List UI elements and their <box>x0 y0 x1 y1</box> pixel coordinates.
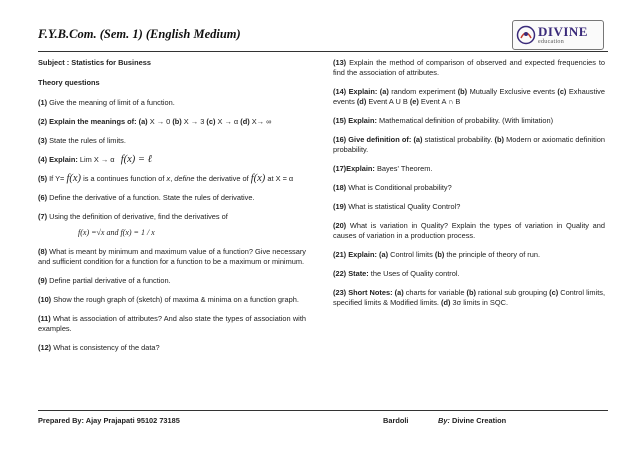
question-23: (23) Short Notes: (a) charts for variable (b) rational sub grouping (c) Control limits, specified limits & Modified limits. (d) 3σ limits in SQC. <box>333 288 605 307</box>
question-6: (6) Define the derivative of a function. State the rules of derivative. <box>38 193 255 202</box>
footer-credit: By: Divine Creation <box>438 416 507 425</box>
header-divider <box>38 51 608 52</box>
question-21: (21) Explain: (a) Control limits (b) the principle of theory of run. <box>333 250 541 259</box>
question-11: (11) What is association of attributes? And also state the types of association with examples. <box>38 314 306 333</box>
footer-place: Bardoli <box>383 416 409 425</box>
question-12: (12) What is consistency of the data? <box>38 343 160 352</box>
question-10: (10) Show the rough graph of (sketch) of maxima & minima on a function graph. <box>38 295 299 304</box>
footer-divider <box>38 410 608 411</box>
question-7-formula: f(x) =√x and f(x) = 1 / x <box>78 228 155 237</box>
subject-line: Subject : Statistics for Business <box>38 58 151 67</box>
question-7: (7) Using the definition of derivative, find the derivatives of <box>38 212 228 221</box>
question-22: (22) State: the Uses of Quality control. <box>333 269 460 278</box>
divine-logo <box>512 20 604 50</box>
question-19: (19) What is statistical Quality Control? <box>333 202 461 211</box>
logo-main-text: DIVINE <box>538 24 588 39</box>
question-13: (13) Explain the method of comparison of observed and expected frequencies to find the association of attributes. <box>333 58 605 77</box>
question-1: (1) Give the meaning of limit of a function. <box>38 98 175 107</box>
question-20: (20) What is variation in Quality? Explain the types of variation in Quality and causes of variation in a production process. <box>333 221 605 240</box>
right-column <box>333 58 605 317</box>
question-16: (16) Give definition of: (a) statistical probability. (b) Modern or axiomatic definition probability. <box>333 135 605 154</box>
question-5: (5) If Y= f(x) is a continues function of x, define the derivative of f(x) at X = α <box>38 173 294 184</box>
question-4: (4) Explain: Lim X → α f(x) = ℓ <box>38 154 153 165</box>
question-14: (14) Explain: (a) random experiment (b) Mutually Exclusive events (c) Exhaustive events (d) Event A U B (e) Event A ∩ B <box>333 87 605 106</box>
footer-prepared-by: Prepared By: Ajay Prajapati 95102 73185 <box>38 416 180 425</box>
left-column <box>38 58 306 362</box>
question-9: (9) Define partial derivative of a function. <box>38 276 171 285</box>
question-17: (17)Explain: Bayes' Theorem. <box>333 164 433 173</box>
logo-sub-text: education <box>538 39 565 45</box>
question-2: (2) Explain the meanings of: (a) X → 0 (b) X → 3 (c) X → α (d) X→ ∞ <box>38 117 272 126</box>
theory-heading: Theory questions <box>38 78 100 87</box>
logo-emblem-icon <box>516 25 536 45</box>
page-title: F.Y.B.Com. (Sem. 1) (English Medium) <box>38 27 241 41</box>
question-18: (18) What is Conditional probability? <box>333 183 452 192</box>
question-8: (8) What is meant by minimum and maximum value of a function? Give necessary and sufficient condition for a function for a function to be a maximum or minimum. <box>38 247 306 266</box>
question-3: (3) State the rules of limits. <box>38 136 126 145</box>
question-15: (15) Explain: Mathematical definition of probability. (With limitation) <box>333 116 554 125</box>
